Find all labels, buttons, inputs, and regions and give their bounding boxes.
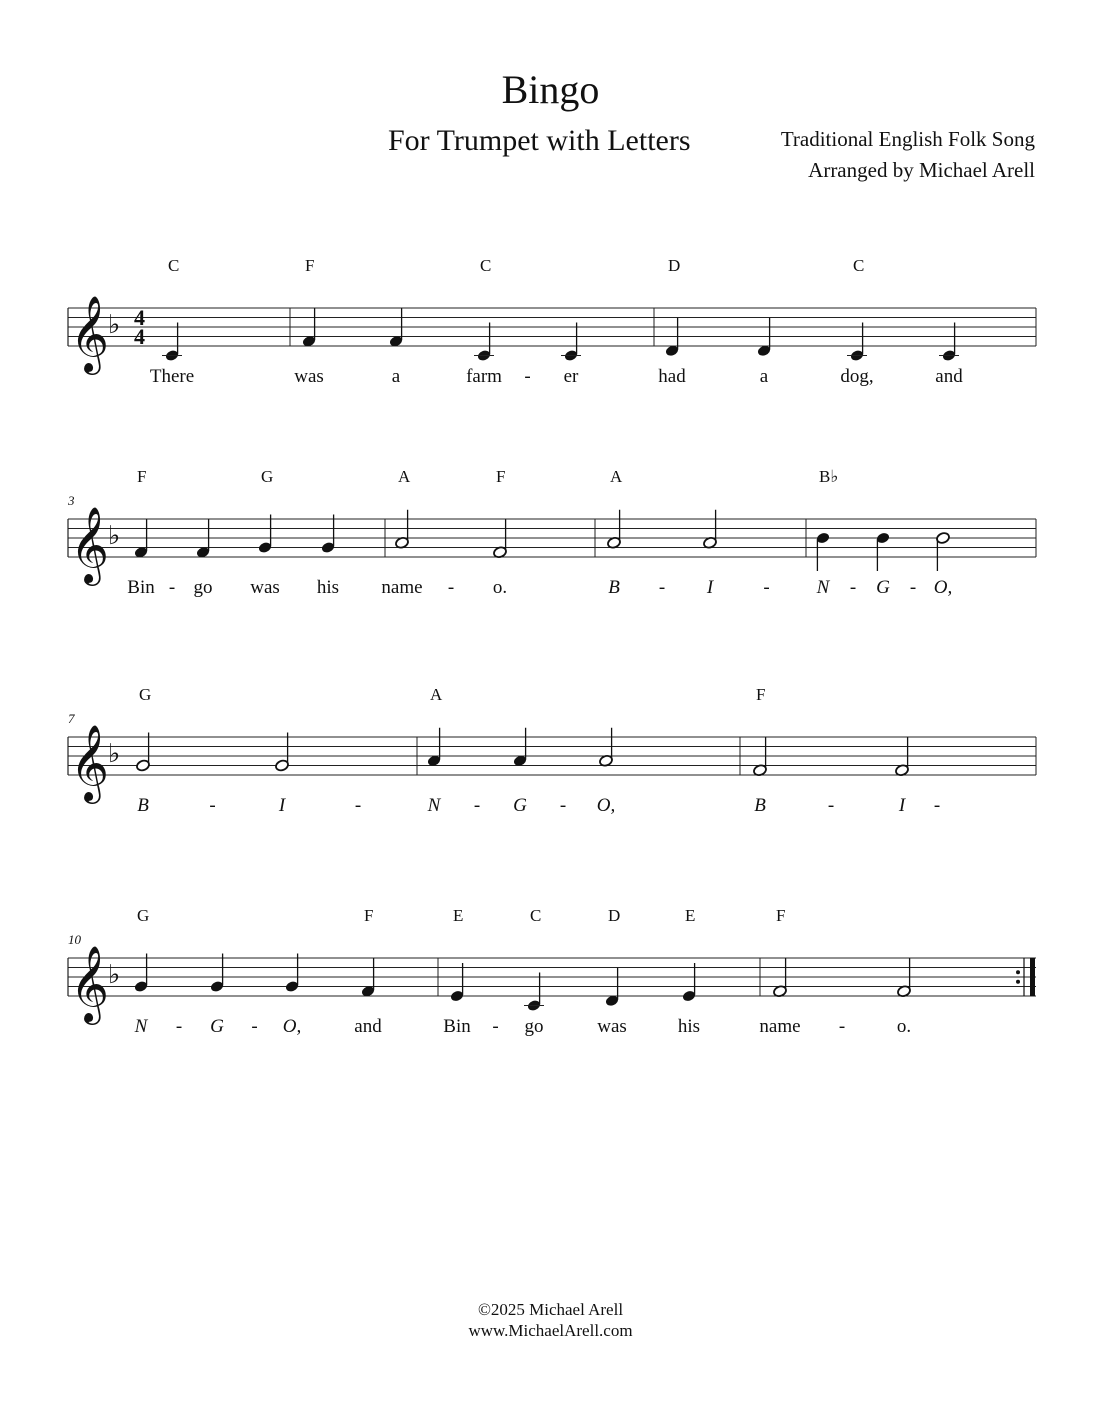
key-signature-flat-icon: ♭ [108,310,121,340]
note-letter-label: A [610,467,623,486]
lyric-hyphen: - [473,795,481,816]
note [136,733,151,773]
lyric-syllable: B [608,577,620,598]
lyric-syllable: There [149,366,195,387]
note [285,954,300,994]
note [682,963,697,1003]
lyric-hyphen: - [763,577,770,598]
lyric-syllable: go [193,577,213,598]
note-letter-label: F [305,256,315,275]
lyric-syllable: G [513,795,527,816]
lyric-syllable: Bin [443,1016,471,1037]
note-letter-label: C [853,256,865,275]
lyric-syllable: go [524,1016,544,1037]
note [773,958,788,998]
lyric-syllable: Bin [127,577,155,598]
lyric-syllable: N [816,577,830,598]
note [816,531,831,571]
time-signature-bottom: 4 [134,324,145,349]
note-letter-label: A [398,467,411,486]
staff-svg [0,240,1101,420]
note [895,737,910,777]
lyric-syllable: farm [466,366,502,387]
lyric-syllable: name [381,577,423,598]
lyric-syllable: er [563,366,579,387]
note [389,308,404,348]
note [936,531,951,571]
note-letter-label: F [496,467,506,486]
website-link: www.MichaelArell.com [468,1321,633,1340]
lyric-syllable: dog, [840,366,874,387]
composer-credit: Traditional English Folk Song [780,127,1035,151]
lyric-hyphen: - [827,795,835,816]
arranger-credit: Arranged by Michael Arell [808,158,1035,182]
note-letter-label: E [685,906,696,925]
staff-system [0,240,1101,420]
note [703,510,718,550]
key-signature-flat-icon: ♭ [108,960,121,990]
note [395,510,410,550]
time-signature-top: 4 [134,305,145,330]
note-letter-label: F [137,467,147,486]
key-signature-flat-icon: ♭ [108,521,121,551]
lyric-syllable: N [427,795,441,816]
lyric-syllable: was [250,577,280,598]
measure-number: 3 [68,493,75,508]
lyric-syllable: O, [933,577,953,598]
note [599,728,614,768]
lyric-hyphen: - [209,795,216,816]
note-letter-label: F [364,906,374,925]
note-letter-label: A [430,685,443,704]
lyric-syllable: and [935,366,963,387]
note-letter-label: G [137,906,150,925]
measure-number: 10 [68,932,81,947]
lyric-syllable: O, [596,795,616,816]
staff-svg [0,451,1101,631]
note [493,519,508,559]
note [162,323,182,363]
note-letter-label: F [756,685,766,704]
note [513,728,528,768]
lyric-syllable: I [706,577,714,598]
note [321,515,336,555]
note-letter-label: F [776,906,786,925]
lyric-hyphen: - [849,577,857,598]
lyric-syllable: a [391,366,401,387]
note [427,728,442,768]
note-letter-label: C [530,906,542,925]
lyric-syllable: I [278,795,286,816]
note [134,519,149,559]
note-letter-label: D [608,906,621,925]
staff-system [0,669,1101,849]
lyric-hyphen: - [933,795,941,816]
note [275,733,290,773]
song-subtitle: For Trumpet with Letters [388,124,691,157]
lyric-syllable: his [316,577,340,598]
note [210,954,225,994]
note-letter-label: G [261,467,274,486]
note [665,318,680,358]
lyric-syllable: B [754,795,766,816]
lyric-hyphen: - [168,577,176,598]
note-letter-label: D [668,256,681,275]
staff-svg [0,669,1101,849]
lyric-hyphen: - [658,577,666,598]
note [450,963,465,1003]
note [757,318,772,358]
lyric-syllable: I [898,795,906,816]
treble-clef-icon: 𝄞 [70,506,110,583]
lyric-syllable: G [876,577,890,598]
lyric-syllable: N [134,1016,148,1037]
note [561,323,581,363]
lyric-syllable: a [759,366,769,387]
note [196,519,211,559]
copyright-notice: ©2025 Michael Arell [477,1300,624,1319]
lyric-syllable: B [137,795,149,816]
note-letter-label: C [168,256,180,275]
lyric-hyphen: - [559,795,567,816]
treble-clef-icon: 𝄞 [70,945,110,1022]
note [524,973,544,1013]
lyric-syllable: and [354,1016,382,1037]
lyric-syllable: had [658,366,686,387]
lyric-syllable: name [759,1016,801,1037]
lyric-hyphen: - [838,1016,846,1037]
lyric-hyphen: - [354,795,362,816]
treble-clef-icon: 𝄞 [70,295,110,372]
staff-system [0,451,1101,631]
song-title: Bingo [501,67,600,112]
note-letter-label: B♭ [819,467,839,486]
note [302,308,317,348]
note-letter-label: C [480,256,492,275]
treble-clef-icon: 𝄞 [70,724,110,801]
note [258,515,273,555]
staff-system [0,890,1101,1070]
lyric-syllable: O, [282,1016,302,1037]
lyric-hyphen: - [492,1016,499,1037]
note [753,737,768,777]
lyric-syllable: his [677,1016,701,1037]
key-signature-flat-icon: ♭ [108,739,121,769]
lyric-syllable: was [294,366,324,387]
lyric-hyphen: - [909,577,917,598]
note [847,323,867,363]
note-letter-label: G [139,685,152,704]
measure-number: 7 [68,711,75,726]
lyric-syllable: o. [492,577,508,598]
lyric-hyphen: - [447,577,455,598]
lyric-syllable: was [597,1016,627,1037]
staff-svg [0,890,1101,1070]
lyric-hyphen: - [251,1016,258,1037]
note [474,323,494,363]
page-footer [0,1299,1101,1341]
note [876,531,891,571]
note [134,954,149,994]
note [897,958,912,998]
note [607,510,622,550]
lyric-syllable: o. [896,1016,912,1037]
lyric-syllable: G [210,1016,224,1037]
note [939,323,959,363]
lyric-hyphen: - [175,1016,183,1037]
note [361,958,376,998]
note [605,968,620,1008]
note-letter-label: E [453,906,464,925]
lyric-hyphen: - [524,366,531,387]
